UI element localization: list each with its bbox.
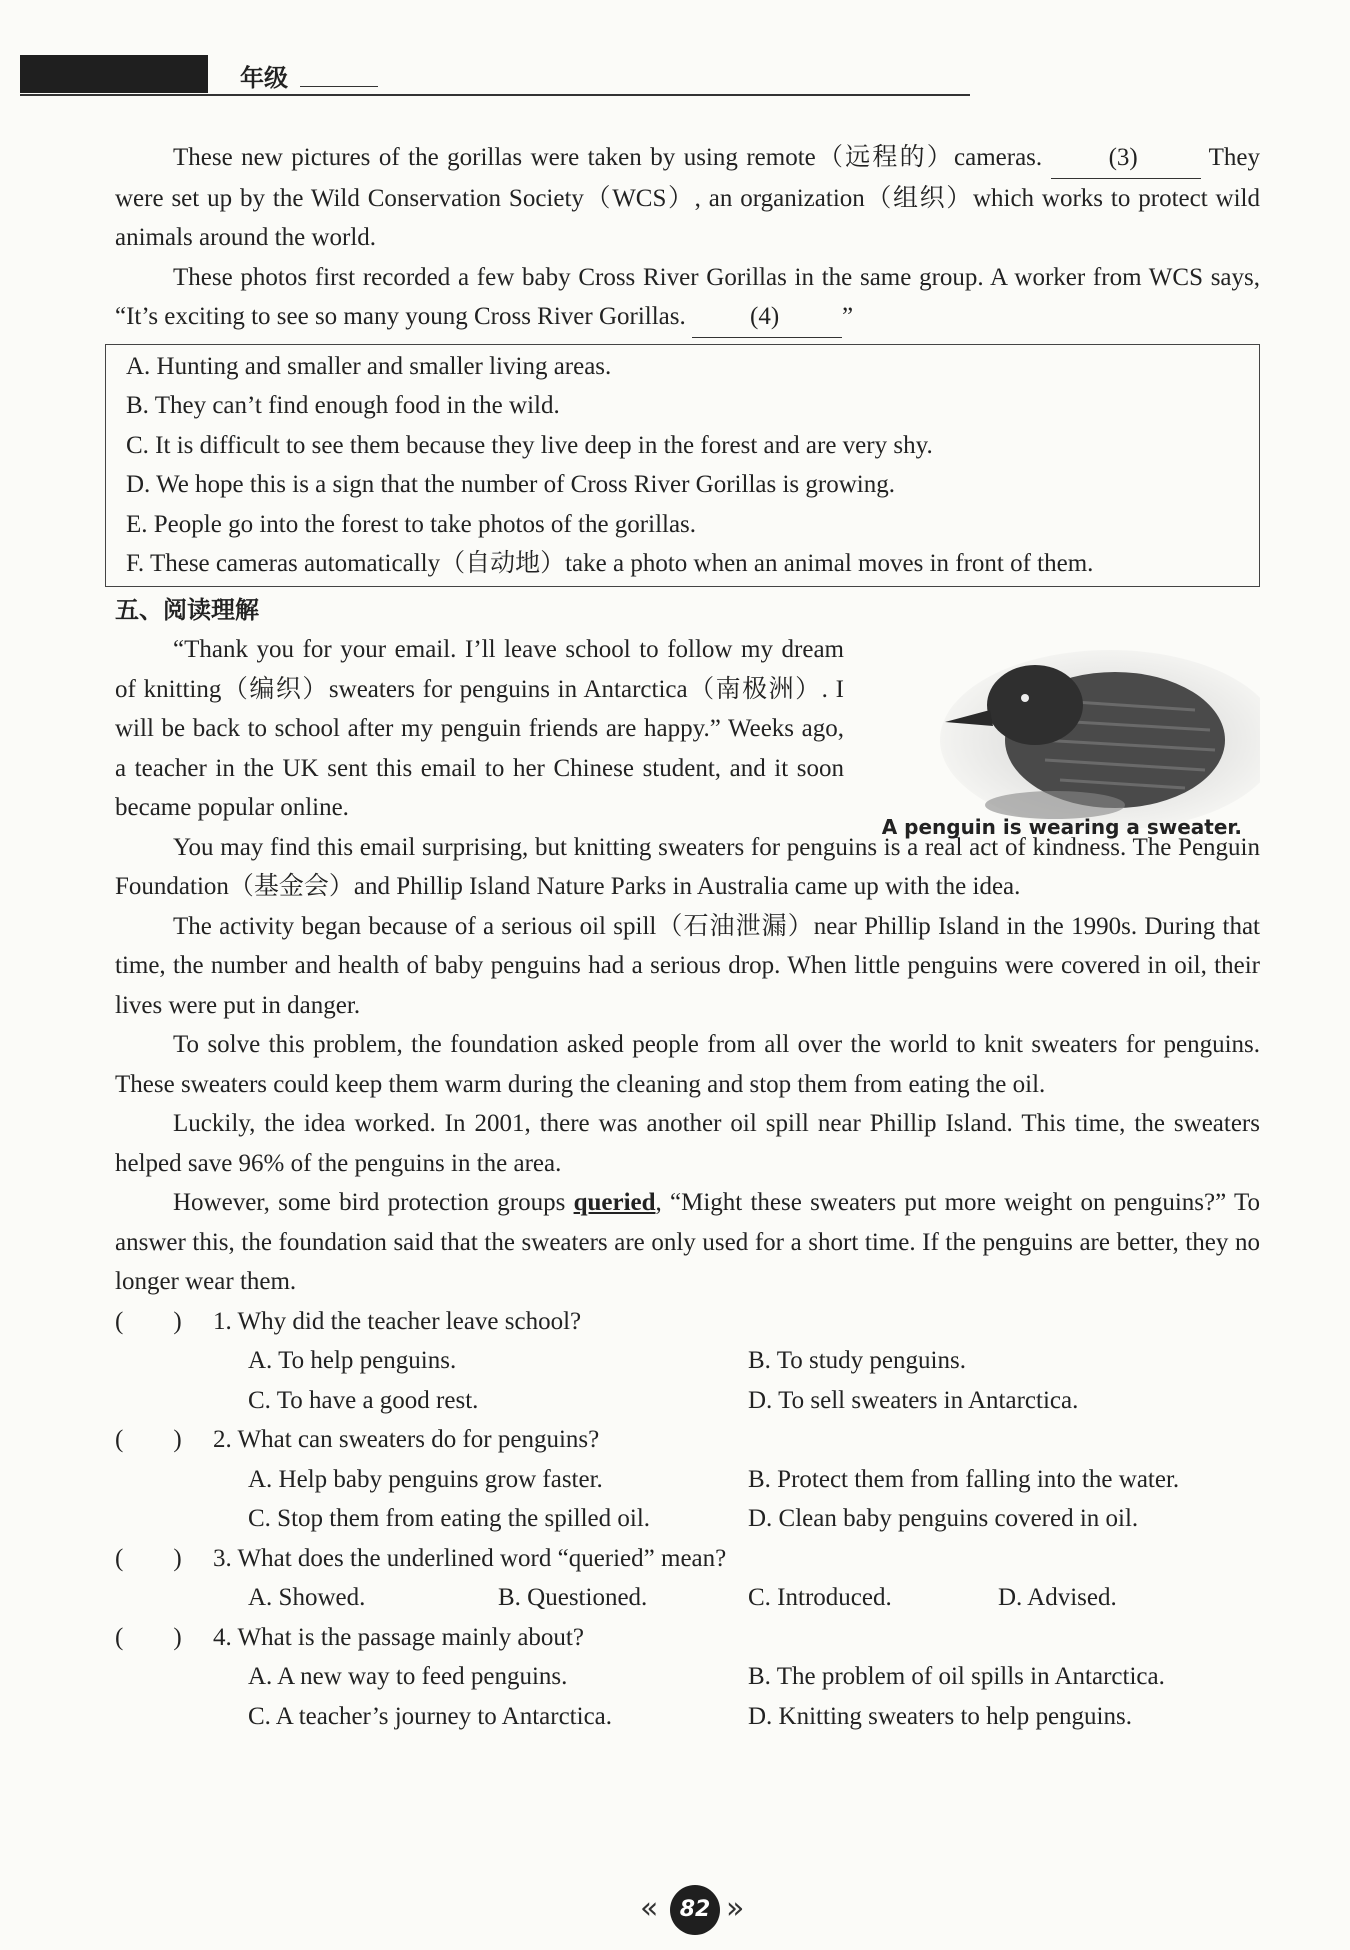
question-option[interactable]: B. Questioned. — [498, 1584, 648, 1611]
question-text: 1. Why did the teacher leave school? — [213, 1307, 582, 1335]
question-1 — [115, 1302, 1260, 1421]
option-item: F. These cameras automatically（自动地）take a photo when an animal moves in front of them. — [126, 550, 1094, 577]
figure-caption: A penguin is wearing a sweater. — [881, 815, 1242, 839]
option-item: B. They can’t find enough food in the wild. — [126, 392, 560, 419]
page-number-badge — [640, 1885, 750, 1935]
question-option[interactable]: C. Introduced. — [748, 1584, 892, 1611]
passage-paragraph: To solve this problem, the foundation asked people from all over the world to knit sweaters for penguins. These sweaters could keep them warm during the cleaning and stop them from eating the oil. — [115, 1031, 1260, 1098]
passage-paragraph: You may find this email surprising, but knitting sweaters for penguins is a real act of kindness. The Penguin Foundation（基金会）and Phillip Island Nature Parks in Australia came up with the idea. — [115, 833, 1260, 900]
question-text: 3. What does the underlined word “queried” mean? — [213, 1544, 727, 1572]
question-option[interactable]: B. The problem of oil spills in Antarctica. — [748, 1663, 1165, 1690]
question-text: 4. What is the passage mainly about? — [213, 1623, 584, 1651]
chevron-left-icon: « — [640, 1891, 659, 1926]
paragraph-text: They were set up by the Wild Conservation Society（WCS）, an organization（组织）which works to protect wild animals around the world. — [115, 144, 1260, 251]
passage-paragraph: “Thank you for your email. I’ll leave school to follow my dream of knitting（编织）sweaters for penguins in Antarctica（南极洲）. I will be back to school after my penguin friends are happy.” Weeks ago, a teacher in the UK sent this email to her Chinese student, and it soon became popular online. — [115, 636, 844, 821]
intro-block — [115, 630, 1260, 839]
answer-paren[interactable]: ( ) — [115, 1307, 182, 1335]
option-item: A. Hunting and smaller and smaller living areas. — [126, 352, 612, 380]
header-bar — [20, 55, 208, 93]
section-title: 五、阅读理解 — [115, 595, 259, 624]
underlined-word: queried — [573, 1189, 656, 1216]
paragraph-text: , “Might these sweaters put more weight on penguins?” To answer this, the foundation said that the sweaters are only used for a short time. If the penguins are better, they no longer wear them. — [115, 1189, 1261, 1295]
question-option[interactable]: D. Advised. — [998, 1584, 1117, 1611]
answer-paren[interactable]: ( ) — [115, 1623, 182, 1651]
question-option[interactable]: A. To help penguins. — [248, 1347, 457, 1374]
passage-paragraph — [115, 1183, 1260, 1302]
page-content — [115, 138, 1260, 1736]
paragraph-text: However, some bird protection groups — [173, 1189, 566, 1216]
question-option[interactable]: A. Showed. — [248, 1584, 366, 1611]
question-3 — [115, 1539, 1260, 1618]
question-option[interactable]: A. A new way to feed penguins. — [248, 1663, 568, 1690]
options-box — [105, 344, 1260, 587]
question-option[interactable]: B. To study penguins. — [748, 1347, 966, 1374]
penguin-figure — [875, 630, 1260, 855]
chevron-right-icon: » — [726, 1891, 745, 1926]
question-option[interactable]: B. Protect them from falling into the water. — [748, 1465, 1180, 1493]
question-2 — [115, 1420, 1260, 1539]
answer-paren[interactable]: ( ) — [115, 1544, 182, 1572]
grade-label: 年级 — [240, 64, 288, 92]
passage-paragraph: These photos first recorded a few baby Cross River Gorillas in the same group. A worker from WCS says, “It’s exciting to see so many young Cross River Gorillas. (4) ” — [115, 258, 1260, 338]
question-option[interactable]: A. Help baby penguins grow faster. — [248, 1465, 603, 1493]
paragraph-text: These new pictures of the gorillas were taken by using remote（远程的）cameras. — [173, 144, 1043, 171]
question-option[interactable]: D. To sell sweaters in Antarctica. — [748, 1386, 1079, 1414]
passage-paragraph: Luckily, the idea worked. In 2001, there was another oil spill near Phillip Island. This time, the sweaters helped save 96% of the penguins in the area. — [115, 1110, 1260, 1177]
header-rule — [20, 94, 970, 96]
option-item: D. We hope this is a sign that the number of Cross River Gorillas is growing. — [126, 471, 895, 498]
option-item: C. It is difficult to see them because they live deep in the forest and are very shy. — [126, 431, 933, 459]
passage-paragraph — [115, 138, 1260, 258]
answer-blank: (4) — [692, 297, 842, 338]
question-option[interactable]: C. Stop them from eating the spilled oil. — [248, 1505, 651, 1532]
answer-blank: (3) — [1051, 138, 1201, 179]
option-item: E. People go into the forest to take photos of the gorillas. — [126, 510, 697, 538]
answer-paren[interactable]: ( ) — [115, 1426, 182, 1453]
question-option[interactable]: C. To have a good rest. — [248, 1386, 479, 1414]
question-option[interactable]: C. A teacher’s journey to Antarctica. — [248, 1702, 613, 1730]
passage-paragraph: The activity began because of a serious oil spill（石油泄漏）near Phillip Island in the 1990s. During that time, the number and health of baby penguins had a serious drop. When little penguins were covered in oil, their lives were put in danger. — [115, 912, 1260, 1019]
page-number: 82 — [670, 1885, 720, 1935]
question-option[interactable]: D. Clean baby penguins covered in oil. — [748, 1505, 1139, 1532]
grade-blank — [300, 86, 378, 87]
question-4 — [115, 1618, 1260, 1737]
paragraph-text: These photos first recorded a few baby Cross River Gorillas in the same group. A worker from WCS says, “It’s exciting to see so many young Cross River Gorillas. — [115, 263, 1260, 330]
question-text: 2. What can sweaters do for penguins? — [213, 1426, 600, 1453]
question-option[interactable]: D. Knitting sweaters to help penguins. — [748, 1702, 1132, 1730]
